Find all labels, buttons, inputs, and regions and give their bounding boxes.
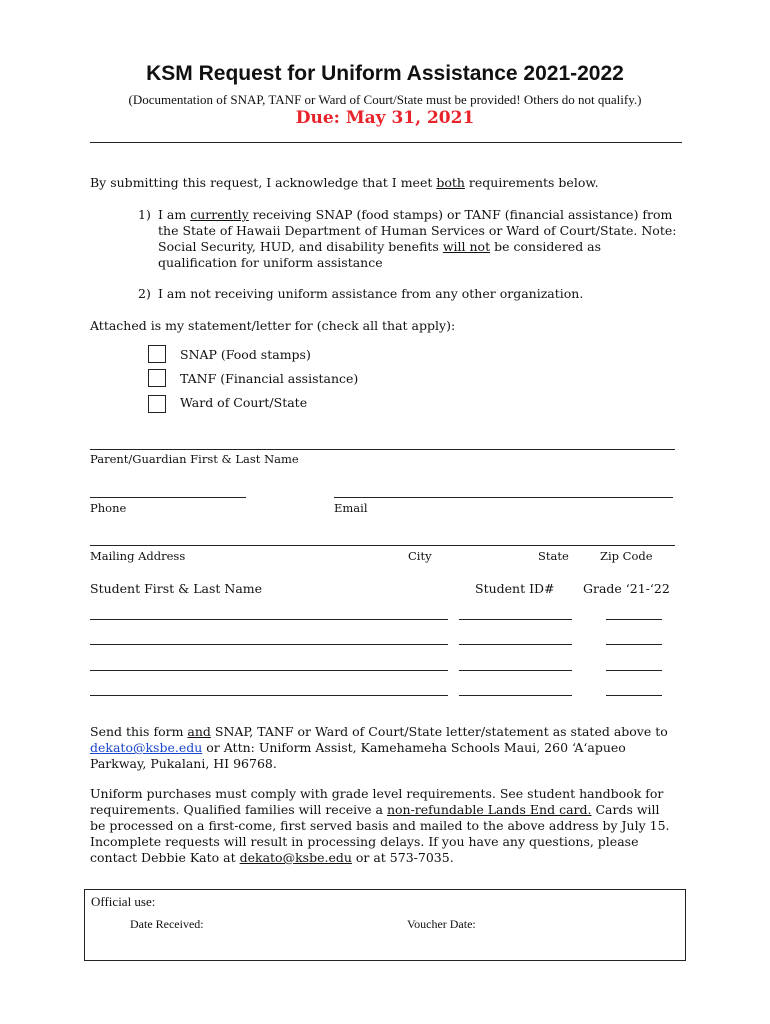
- student-id-field[interactable]: [459, 619, 572, 620]
- due-date: Due: May 31, 2021: [295, 108, 475, 128]
- student-id-field[interactable]: [459, 695, 572, 696]
- grade-field[interactable]: [606, 695, 662, 696]
- parent-name-label: Parent/Guardian First & Last Name: [90, 452, 299, 466]
- student-id-field[interactable]: [459, 644, 572, 645]
- zip-label: Zip Code: [600, 549, 653, 563]
- email-label: Email: [334, 501, 368, 515]
- acknowledgement-intro: By submitting this request, I acknowledge that I meet both requirements below.: [90, 175, 599, 190]
- student-id-field[interactable]: [459, 670, 572, 671]
- email-field[interactable]: [334, 497, 673, 498]
- ward-checkbox[interactable]: [148, 395, 166, 413]
- official-use-label: Official use:: [91, 894, 156, 909]
- snap-checkbox[interactable]: [148, 345, 166, 363]
- ward-checkbox-label: Ward of Court/State: [180, 395, 308, 410]
- voucher-date-label: Voucher Date:: [407, 917, 476, 931]
- grade-field[interactable]: [606, 670, 662, 671]
- grade-header: Grade ‘21-‘22: [583, 581, 670, 596]
- requirement-1: 1) I am currently receiving SNAP (food stamps) or TANF (financial assistance) from the State of Hawaii Department of Human Services or Ward of Court/State. Note: Social Security, HUD, and disability benefits will not be considered as qualification for uniform assistance: [138, 207, 677, 270]
- student-name-field[interactable]: [90, 695, 448, 696]
- student-name-field[interactable]: [90, 619, 448, 620]
- contact-email-link[interactable]: dekato@ksbe.edu: [90, 740, 203, 755]
- parent-name-field[interactable]: [90, 449, 675, 450]
- state-label: State: [538, 549, 569, 563]
- phone-label: Phone: [90, 501, 127, 515]
- snap-checkbox-label: SNAP (Food stamps): [180, 347, 311, 362]
- attached-intro: Attached is my statement/letter for (check all that apply):: [90, 318, 456, 333]
- grade-field[interactable]: [606, 619, 662, 620]
- phone-field[interactable]: [90, 497, 246, 498]
- form-title: KSM Request for Uniform Assistance 2021-2022: [146, 62, 624, 85]
- uniform-notes: Uniform purchases must comply with grade level requirements. See student handbook for requirements. Qualified families will receive a non-refundable Lands End card. Cards will be processed on a first-come, first served basis and mailed to the above address by July 15. Incomplete requests will result in processing delays. If you have any questions, please contact Debbie Kato at dekato@ksbe.edu or at 573-7035.: [90, 786, 670, 865]
- requirement-2: 2) I am not receiving uniform assistance from any other organization.: [138, 286, 584, 301]
- form-subtitle: (Documentation of SNAP, TANF or Ward of Court/State must be provided! Others do not qualify.): [128, 92, 642, 107]
- student-name-header: Student First & Last Name: [90, 581, 263, 596]
- student-name-field[interactable]: [90, 670, 448, 671]
- city-label: City: [408, 549, 432, 563]
- official-use-box: [84, 889, 686, 961]
- student-name-field[interactable]: [90, 644, 448, 645]
- student-id-header: Student ID#: [475, 581, 555, 596]
- send-instructions: Send this form and SNAP, TANF or Ward of Court/State letter/statement as stated above to dekato@ksbe.edu or Attn: Uniform Assist, Kamehameha Schools Maui, 260 ‘A‘apueo Parkway, Pukalani, HI 96768.: [90, 724, 668, 771]
- grade-field[interactable]: [606, 644, 662, 645]
- date-received-label: Date Received:: [130, 917, 204, 931]
- mailing-address-label: Mailing Address: [90, 549, 186, 563]
- tanf-checkbox-label: TANF (Financial assistance): [180, 371, 359, 386]
- tanf-checkbox[interactable]: [148, 369, 166, 387]
- header-divider: [90, 142, 682, 143]
- mailing-address-field[interactable]: [90, 545, 675, 546]
- contact-email-text: dekato@ksbe.edu: [239, 850, 352, 865]
